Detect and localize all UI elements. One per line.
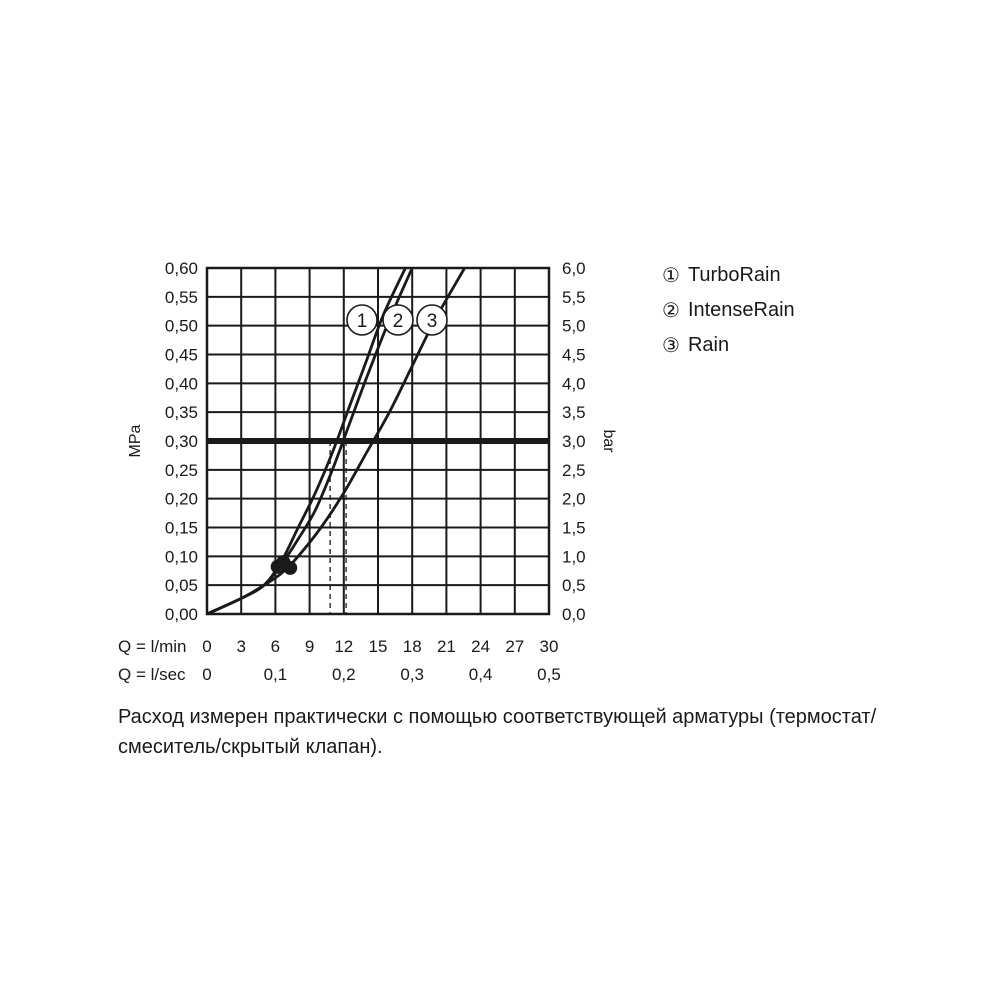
x-tick-label-lsec: 0,1 [263, 665, 288, 684]
x-tick-label-lmin: 30 [539, 637, 559, 656]
x-tick-label-lmin: 0 [202, 637, 212, 656]
x-tick-label-lmin: 27 [505, 637, 525, 656]
x-tick-label-lsec: 0,3 [400, 665, 425, 684]
legend-label: IntenseRain [687, 299, 795, 321]
y-tick-label-left: 0,45 [164, 345, 198, 365]
y-tick-label-left: 0,20 [164, 489, 198, 509]
y-tick-label-right: 0,0 [562, 605, 586, 624]
y-tick-label-left: 0,30 [164, 432, 198, 451]
y-tick-label-right: 1,5 [562, 518, 586, 538]
y-tick-label-left: 0,25 [164, 460, 198, 480]
x-axis-title-lsec: Q = l/sec [118, 665, 186, 684]
y-tick-label-right: 3,0 [562, 432, 586, 451]
x-tick-label-lmin: 21 [436, 637, 456, 656]
y-tick-label-left: 0,55 [164, 287, 198, 307]
x-axis-title-lmin: Q = l/min [118, 637, 187, 656]
legend-marker: ① [662, 265, 680, 287]
y-tick-label-right: 5,5 [562, 287, 586, 307]
y-tick-label-right: 4,0 [562, 374, 586, 394]
curve-start-dot [276, 555, 290, 569]
x-tick-label-lmin: 24 [471, 637, 491, 656]
legend-item-turborain [662, 258, 795, 293]
legend-marker: ③ [662, 335, 680, 357]
x-tick-label-lmin: 6 [270, 637, 281, 656]
y-tick-label-left: 0,05 [164, 576, 198, 596]
y-tick-label-left: 0,15 [164, 518, 198, 538]
y-axis-title-right: bar [600, 429, 617, 453]
x-tick-label-lmin: 18 [402, 637, 422, 656]
y-tick-label-right: 1,0 [562, 547, 586, 567]
legend-item-rain [662, 328, 795, 363]
curve-marker-label: 2 [392, 311, 404, 332]
legend [662, 258, 795, 363]
y-tick-label-right: 2,5 [562, 460, 586, 480]
measurement-note: Расход измерен практически с помощью соответствующей арматуры (термостат/ смеситель/скрытый клапан). [118, 706, 877, 758]
x-tick-label-lmin: 9 [304, 637, 315, 656]
y-tick-label-left: 0,00 [164, 605, 198, 624]
y-tick-label-right: 4,5 [562, 345, 586, 365]
legend-label: TurboRain [687, 264, 781, 286]
legend-label: Rain [687, 334, 730, 356]
curve-marker-label: 1 [356, 311, 368, 332]
y-tick-label-right: 0,5 [562, 576, 586, 596]
legend-marker: ② [662, 300, 680, 322]
y-tick-label-right: 6,0 [562, 259, 586, 278]
y-tick-label-left: 0,35 [164, 403, 198, 423]
y-tick-label-right: 2,0 [562, 489, 586, 509]
x-tick-label-lsec: 0 [202, 665, 212, 684]
y-tick-label-left: 0,50 [164, 316, 198, 336]
legend-item-intenserain [662, 293, 795, 328]
x-tick-label-lsec: 0,5 [537, 665, 561, 684]
x-tick-label-lmin: 3 [236, 637, 246, 656]
curve-marker-label: 3 [426, 311, 438, 332]
x-tick-label-lsec: 0,2 [331, 665, 356, 684]
y-tick-label-right: 3,5 [562, 403, 586, 423]
x-tick-label-lsec: 0,4 [468, 665, 493, 684]
y-tick-label-left: 0,60 [164, 259, 198, 278]
y-tick-label-left: 0,40 [164, 374, 198, 394]
x-tick-label-lmin: 12 [334, 637, 354, 656]
y-axis-title-left: MPa [127, 424, 144, 458]
x-tick-label-lmin: 15 [368, 637, 388, 656]
y-tick-label-right: 5,0 [562, 316, 586, 336]
y-tick-label-left: 0,10 [164, 547, 198, 567]
